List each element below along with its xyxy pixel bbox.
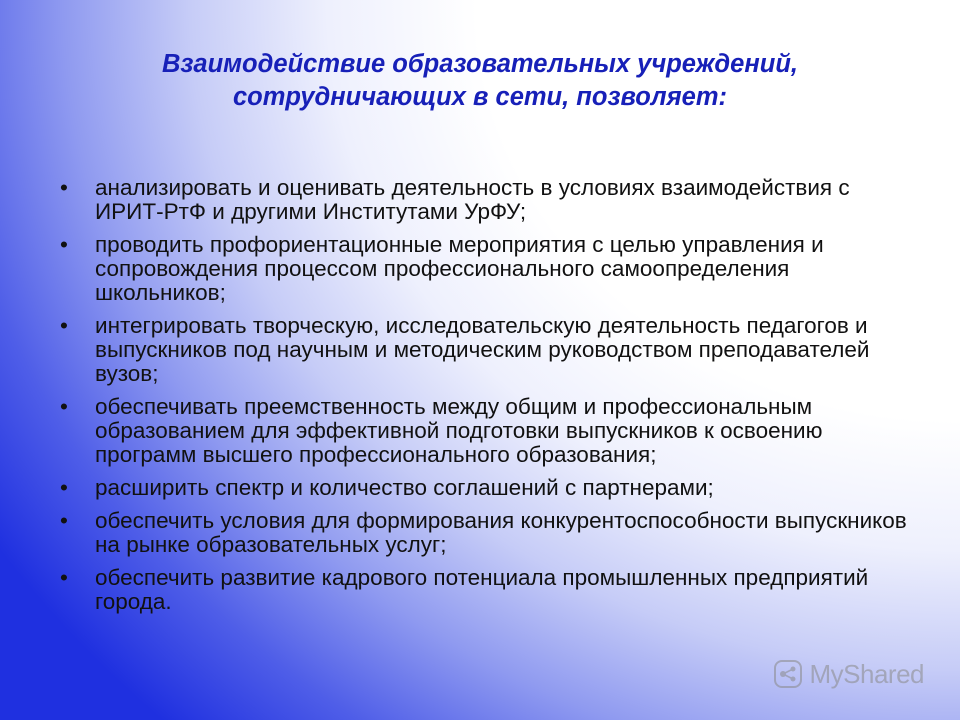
watermark-text: MyShared <box>809 658 924 689</box>
bullet-text: анализировать и оценивать деятельность в условиях взаимодействия с ИРИТ-РтФ и другими Институтами УрФУ; <box>95 175 850 224</box>
bullet-text: интегрировать творческую, исследовательскую деятельность педагогов и выпускников под научным и методическим руководством преподавателей вузов; <box>95 313 870 386</box>
bullet-item-7 <box>60 566 920 614</box>
bullet-list <box>60 176 920 623</box>
bullet-marker: • <box>60 475 68 500</box>
bullet-item-6 <box>60 509 920 557</box>
bullet-marker: • <box>60 508 68 533</box>
bullet-marker: • <box>60 313 68 338</box>
myshared-watermark <box>772 658 925 690</box>
myshared-logo-icon <box>772 658 804 690</box>
bullet-marker: • <box>60 565 68 590</box>
bullet-item-5 <box>60 476 920 500</box>
bullet-text: обеспечить условия для формирования конкурентоспособности выпускников на рынке образовательных услуг; <box>95 508 907 557</box>
bullet-text: расширить спектр и количество соглашений с партнерами; <box>95 475 714 500</box>
bullet-item-4 <box>60 395 920 467</box>
bullet-marker: • <box>60 232 68 257</box>
bullet-text: обеспечивать преемственность между общим и профессиональным образованием для эффективной подготовки выпускников к освоению программ высшего профессионального образования; <box>95 394 823 467</box>
bullet-marker: • <box>60 175 68 200</box>
bullet-text: обеспечить развитие кадрового потенциала промышленных предприятий города. <box>95 565 869 614</box>
bullet-item-2 <box>60 233 920 305</box>
slide-title-line-1: Взаимодействие образовательных учреждений, <box>162 50 798 78</box>
bullet-text: проводить профориентационные мероприятия с целью управления и сопровождения процессом профессионального самоопределения школьников; <box>95 232 824 305</box>
bullet-marker: • <box>60 394 68 419</box>
bullet-item-3 <box>60 314 920 386</box>
slide-title <box>60 48 900 114</box>
slide-title-line-2: сотрудничающих в сети, позволяет: <box>232 83 728 111</box>
bullet-item-1 <box>60 176 920 224</box>
